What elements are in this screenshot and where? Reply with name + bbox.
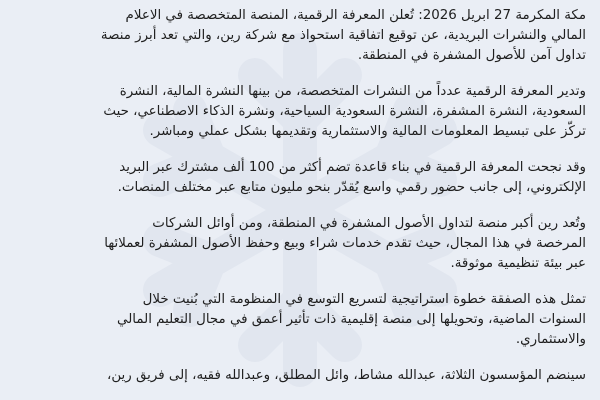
article-paragraph-5: تمثل هذه الصفقة خطوة استراتيجية لتسريع التوسع في المنظومة التي بُنيت خلال السنوات الماضية، وتحويلها إلى منصة إقليمية ذات تأثير أعمق في مجال التعليم المالي والاستثماري.	[117, 292, 586, 347]
article-paragraph-1: مكة المكرمة 27 ابريل 2026: تُعلن المعرفة الرقمية، المنصة المتخصصة في الاعلام المالي والنشرات البريدية، عن توقيع اتفاقية استحواذ مع شركة رين، والتي تعد أبرز منصة تداول آمن للأصول المشفرة في المنطقة.	[100, 8, 586, 63]
article-paragraph-2: وتدير المعرفة الرقمية عدداً من النشرات المتخصصة، من بينها النشرة المالية، النشرة السعودية، النشرة المشفرة، النشرة السعودية السياحية، ونشرة الذكاء الاصطناعي، حيث تركّز على تبسيط المعلومات المالية والاستثمارية وتقديمها بشكل عملي ومباشر.	[103, 84, 586, 139]
article-paragraph-3: وقد نجحت المعرفة الرقمية في بناء قاعدة تضم أكثر من 100 ألف مشترك عبر البريد الإلكتروني، إلى جانب حضور رقمي واسع يُقدّر بنحو مليون متابع عبر مختلف المنصات.	[117, 160, 586, 195]
article-paragraph-4: وتُعد رين أكبر منصة لتداول الأصول المشفرة في المنطقة، ومن أوائل الشركات المرخصة في هذا المجال، حيث تقدم خدمات شراء وبيع وحفظ الأصول المشفرة لعملائها عبر بيئة تنظيمية موثوقة.	[104, 216, 586, 271]
article-paragraph-6: سينضم المؤسسون الثلاثة، عبدالله مشاط، وائل المطلق، وعبدالله فقيه، إلى فريق رين،	[107, 368, 586, 383]
